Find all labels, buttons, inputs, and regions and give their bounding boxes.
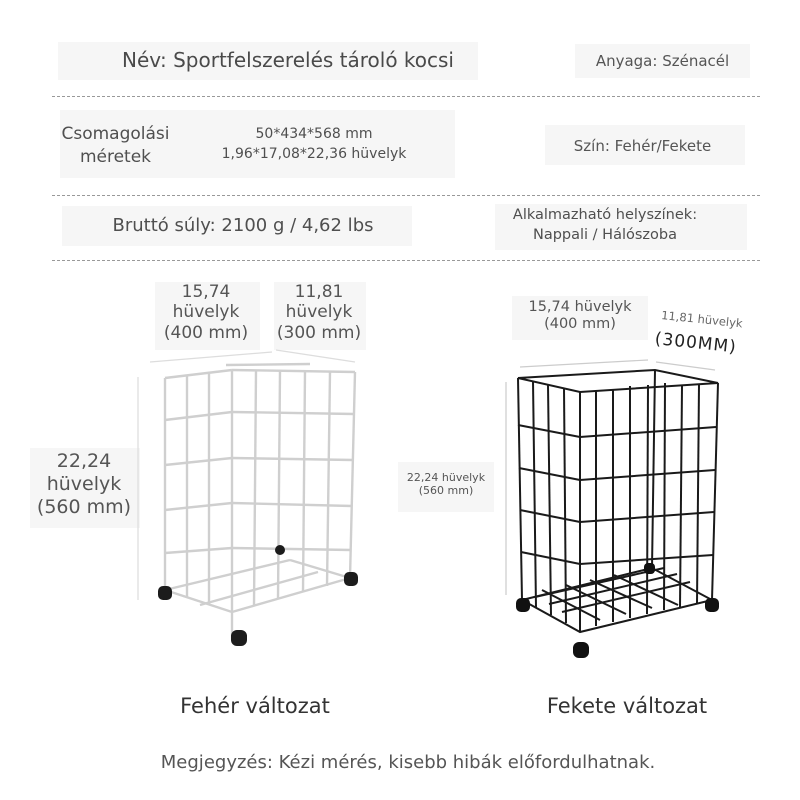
measurement-note: Megjegyzés: Kézi mérés, kisebb hibák előfordulhatnak. [160,752,656,773]
product-name: Név: Sportfelszerelés tároló kocsi [122,48,454,72]
places-value: Nappali / Hálószoba [532,227,677,243]
black-depth-dimension-in: 11,81 hüvelyk [660,308,744,331]
white-width-dimension: 15,74 hüvelyk (400 mm) [163,282,249,343]
package-in: 1,96*17,08*22,36 hüvelyk [221,146,407,162]
black-variant-caption: Fekete változat [546,694,708,718]
black-height-dimension: 22,24 hüvelyk (560 mm) [406,471,486,498]
white-basket [165,364,355,640]
weight-label: Bruttó súly: 2100 g / 4,62 lbs [112,215,374,236]
package-label: Csomagolási méretek [61,124,170,167]
color-label: Szín: Fehér/Fekete [573,137,712,155]
white-depth-dimension: 11,81 hüvelyk (300 mm) [276,282,362,343]
white-variant-caption: Fehér változat [180,694,330,718]
package-mm: 50*434*568 mm [255,126,373,142]
white-height-dimension: 22,24 hüvelyk (560 mm) [36,450,132,518]
material-label: Anyaga: Szénacél [595,52,730,70]
black-basket [518,370,718,632]
black-width-dimension: 15,74 hüvelyk (400 mm) [528,299,632,333]
black-depth-dimension-mm: (300MM) [653,329,738,358]
places-label: Alkalmazható helyszínek: [512,207,698,223]
